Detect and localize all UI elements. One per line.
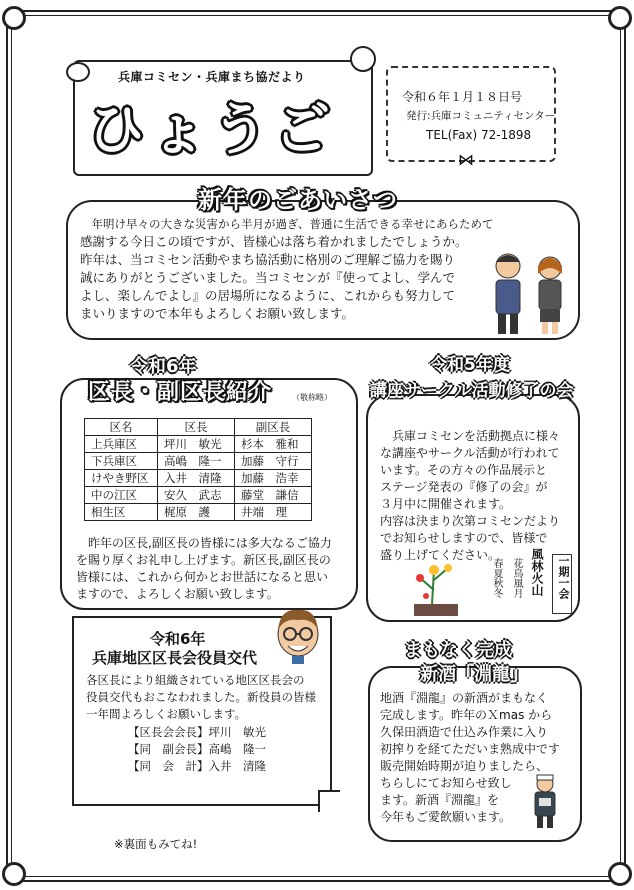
- list-item: 【同 会 計】入井 清隆: [128, 759, 266, 773]
- course-line: います。その方々の作品展示と: [380, 463, 548, 477]
- greeting-text: [80, 215, 498, 323]
- sake-title: 新酒「淵龍」: [420, 664, 528, 685]
- greeting-line: 昨年は、当コミセン活動やまち協活動に格別のご理解ご協力を賜り: [80, 252, 456, 267]
- frame-corner-ornament: [2, 862, 26, 886]
- table-header: 副区長: [235, 419, 312, 436]
- ward-title-year: 令和6年: [130, 356, 197, 377]
- ward-honorific-note: （敬称略）: [292, 393, 332, 402]
- greeting-line: 誠にありがとうございました。当コミセンが『使ってよし、学んで: [80, 270, 456, 285]
- greeting-line: まいりますので本年もよろしくお願い致します。: [80, 306, 355, 321]
- sake-line: 完成します。昨年のＸmas から: [380, 708, 553, 722]
- back-page-note: ※裏面もみてね!: [114, 837, 198, 851]
- ward-line: 昨年の区長,副区長の皆様には多大なるご協力: [76, 536, 332, 550]
- calligraphy-text: 春夏秋冬: [491, 558, 502, 598]
- table-cell: 下兵庫区: [85, 453, 158, 470]
- frame-corner-ornament: [2, 6, 26, 30]
- table-cell: 中の江区: [85, 487, 158, 504]
- course-line: ３月中に開催されます。: [380, 497, 512, 511]
- course-line: ステージ発表の『修了の会』が: [380, 480, 548, 494]
- issue-tel: TEL(Fax) 72-1898: [426, 128, 532, 142]
- sake-line: ちらしにてお知らせ致し: [380, 776, 512, 790]
- table-header-row: [85, 419, 312, 436]
- course-text: [380, 428, 570, 564]
- ward-chiefs-table: [84, 418, 312, 521]
- table-cell: 井端 理: [235, 504, 312, 521]
- table-row: [85, 504, 312, 521]
- scroll-curl-icon: [350, 46, 376, 72]
- calligraphy-text: 一期一会: [552, 554, 572, 614]
- ribbon-bow-icon: ⋈: [458, 150, 474, 169]
- calligraphy-illustration: [486, 546, 576, 616]
- officers-list: [128, 724, 266, 775]
- table-header: 区名: [85, 419, 158, 436]
- table-row: [85, 470, 312, 487]
- sake-line: 久保田酒造で仕込み作業に入り: [380, 725, 549, 739]
- greeting-title: 新年のごあいさつ: [198, 186, 398, 214]
- issue-info-box: [386, 66, 556, 162]
- sake-line: 今年もご愛飲願います。: [380, 810, 512, 824]
- issue-date: 令和６年１月１８日号: [402, 90, 523, 104]
- ward-line: ますので、よろしくお願い致します。: [76, 587, 279, 601]
- sake-line: 初搾りを経てただいま熟成中です: [380, 742, 561, 756]
- course-line: 兵庫コミセンを活動拠点に様々: [380, 429, 561, 443]
- table-cell: 相生区: [85, 504, 158, 521]
- table-cell: 高嶋 隆一: [158, 453, 235, 470]
- course-line: でお知らせしますので、皆様で: [380, 531, 548, 545]
- sake-title-top: まもなく完成: [404, 640, 512, 661]
- ward-title: 区長・副区長紹介: [88, 380, 273, 405]
- course-line: な講座やサークル活動が行われて: [380, 446, 560, 460]
- list-item: 【区長会会長】坪川 敏光: [128, 725, 266, 739]
- table-cell: 坪川 敏光: [158, 436, 235, 453]
- issue-publisher: 発行:兵庫コミュニティセンター: [406, 110, 556, 122]
- ward-line: 皆様には、これから何かとお世話になると思い: [76, 570, 329, 584]
- calligraphy-text: 風林火山: [530, 548, 544, 596]
- frame-corner-ornament: [608, 862, 632, 886]
- calligraphy-text: 花鳥風月: [511, 558, 522, 598]
- newsletter-title: ひょうご: [88, 98, 336, 163]
- table-cell: 安久 武志: [158, 487, 235, 504]
- table-cell: 上兵庫区: [85, 436, 158, 453]
- sake-line: ます。新酒『淵龍』を: [380, 793, 500, 807]
- table-header: 区長: [158, 419, 235, 436]
- officers-title-year: 令和6年: [150, 630, 206, 648]
- officers-line: 一年間よろしくお願いします。: [86, 707, 247, 721]
- bowing-people-illustration: [478, 238, 578, 338]
- officers-line: 役員交代もおこなわれました。新役員の皆様: [86, 690, 316, 704]
- table-cell: 杉本 雅和: [235, 436, 312, 453]
- officers-text: [86, 672, 326, 723]
- course-line: 盛り上げてください。: [380, 548, 501, 562]
- table-cell: 藤堂 謙信: [235, 487, 312, 504]
- table-cell: 加藤 守行: [235, 453, 312, 470]
- list-item: 【同 副会長】高嶋 隆一: [128, 742, 266, 756]
- table-row: [85, 436, 312, 453]
- greeting-line: よし、楽しんでよし』の居場所になるように、これからも努力して: [80, 288, 456, 303]
- sake-brewer-illustration: [528, 772, 562, 830]
- table-cell: けやき野区: [85, 470, 158, 487]
- scroll-curl-icon: [66, 62, 90, 82]
- course-title-year: 令和5年度: [430, 355, 510, 375]
- frame-corner-ornament: [608, 6, 632, 30]
- course-line: 内容は決まり次第コミセンだより: [380, 514, 561, 528]
- table-cell: 入井 清隆: [158, 470, 235, 487]
- table-row: [85, 453, 312, 470]
- ward-line: を賜り厚くお礼申し上げます。新区長,副区長の: [76, 553, 331, 567]
- ikebana-flower-illustration: [404, 560, 468, 622]
- sake-line: 地酒『淵龍』の新酒がまもなく: [380, 691, 549, 705]
- ward-text: [76, 535, 352, 603]
- page-fold-corner: [318, 790, 340, 812]
- greeting-line: 年明け早々の大きな災害から半月が過ぎ、普通に生活できる幸せにあらためて: [80, 217, 494, 231]
- course-title: 講座サークル活動修了の会: [370, 381, 574, 401]
- table-cell: 加藤 浩幸: [235, 470, 312, 487]
- newsletter-subtitle: 兵庫コミセン・兵庫まち協だより: [118, 70, 306, 84]
- smiling-man-illustration: [272, 604, 324, 664]
- greeting-line: 感謝する今日この頃ですが、皆様心は落ち着かれましたでしょうか。: [80, 234, 468, 249]
- officers-title: 兵庫地区区長会役員交代: [92, 649, 258, 667]
- table-cell: 梶原 護: [158, 504, 235, 521]
- sake-line: 販売開始時期が迫りましたら、: [380, 759, 549, 773]
- table-row: [85, 487, 312, 504]
- officers-line: 各区長により組織されている地区区長会の: [86, 673, 305, 687]
